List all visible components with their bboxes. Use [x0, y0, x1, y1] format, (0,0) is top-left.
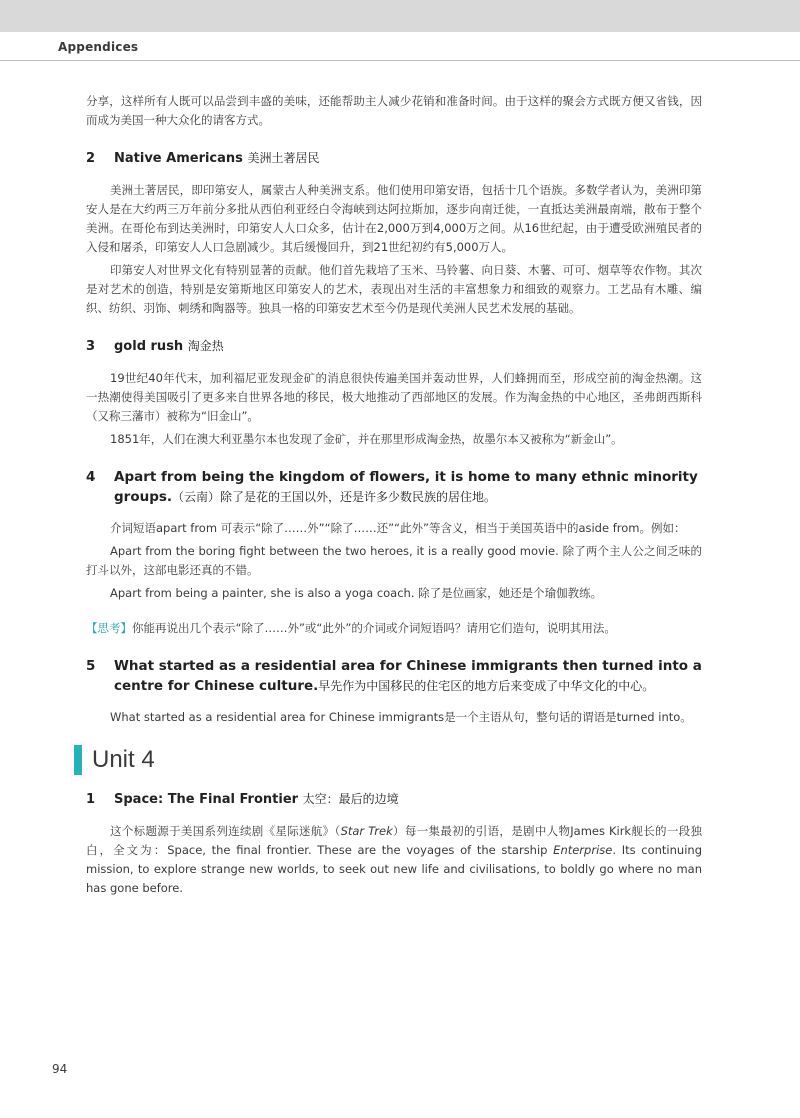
paragraph: 介词短语apart from 可表示“除了……外”“除了……还”“此外”等含义，相当于美国英语中的aside from。例如：: [110, 521, 686, 535]
paragraph: 印第安人对世界文化有特别显著的贡献。他们首先栽培了玉米、马铃薯、向日葵、木薯、可可、烟草等农作物。其次是对艺术的创造，特别是安第斯地区印第安人的艺术，表现出对生活的丰富想象力和细致的观察力。工艺品有木雕、编织、纺织、羽饰、刺绣和陶器等。独具一格的印第安艺术至今仍是现代美洲人民艺术发展的基础。: [86, 263, 702, 315]
header-band: [0, 0, 800, 32]
section-heading-5: [86, 656, 702, 696]
example-sentence: Apart from being a painter, she is also a yoga coach. 除了是位画家，她还是个瑜伽教练。: [110, 586, 603, 600]
section-heading-2: [86, 148, 702, 169]
paragraph: 1851年，人们在澳大利亚墨尔本也发现了金矿，并在那里形成淘金热，故墨尔本又被称为“新金山”。: [110, 432, 623, 446]
section-title-en: Native Americans: [114, 151, 243, 166]
section-number: 5: [86, 658, 96, 674]
think-text: 你能再说出几个表示“除了……外”或“此外”的介词或介词短语吗？请用它们造句，说明其用法。: [132, 621, 616, 635]
section-title-zh: 早先作为中国移民的住宅区的地方后来变成了中华文化的中心。: [318, 679, 655, 693]
section-title-en: gold rush: [114, 339, 184, 354]
running-header: Appendices: [58, 40, 139, 54]
paragraph: 美洲土著居民，即印第安人，属蒙古人种美洲支系。他们使用印第安语，包括十几个语族。多数学者认为，美洲印第安人是在大约两三万年前分多批从西伯利亚经白令海峡到达阿拉斯加，逐步向南迁徙，一直抵达美洲最南端，散布于整个美洲。在哥伦布到达美洲时，印第安人人口众多，估计在2,000万到4,000万之间。从16世纪起，由于遭受欧洲殖民者的入侵和屠杀，印第安人人口急剧减少。其后缓慢回升，到21世纪初约有5,000万人。: [86, 183, 702, 254]
paragraph: What started as a residential area for Chinese immigrants是一个主语从句，整句话的谓语是turned into。: [110, 710, 692, 724]
think-box: [86, 619, 702, 638]
unit-accent-bar: [74, 745, 82, 775]
section-number: 3: [86, 339, 96, 354]
unit-title: Unit 4: [92, 746, 155, 773]
unit-heading: [74, 745, 702, 775]
example-sentence: Apart from the boring fight between the two heroes, it is a really good movie. 除了两个主人公之间乏味的打斗以外，这部电影还真的不错。: [86, 544, 702, 577]
section-title-zh: （云南）除了是花的王国以外，还是许多少数民族的居住地。: [172, 490, 497, 504]
paragraph: 这个标题源于美国系列连续剧《星际迷航》（Star Trek）每一集最初的引语，是剧中人物James Kirk舰长的一段独白，全文为：Space, the final frontier. These are the voyages of the starship Enterprise. Its continuing mission, to explore strange new worlds, to seek out new life and civilisations, to boldly go where no man has gone before.: [86, 824, 702, 895]
think-tag: 【思考】: [86, 621, 132, 635]
section-title-zh: 美洲土著居民: [247, 151, 320, 165]
intro-paragraph: 分享，这样所有人既可以品尝到丰盛的美味，还能帮助主人减少花销和准备时间。由于这样的聚会方式既方便又省钱，因而成为美国一种大众化的请客方式。: [86, 94, 702, 127]
page-number: 94: [52, 1062, 68, 1076]
section-heading-4: [86, 467, 702, 507]
section-title-zh: 淘金热: [187, 339, 224, 353]
section-number: 1: [86, 792, 96, 807]
section-number: 4: [86, 469, 96, 485]
header-rule: [0, 60, 800, 61]
section-title-en: Apart from being the kingdom of flowers, it is home to many ethnic minority groups.: [114, 469, 698, 505]
page-content: [86, 92, 702, 902]
section-heading-unit4-1: [86, 789, 702, 810]
section-number: 2: [86, 151, 96, 166]
paragraph: 19世纪40年代末，加利福尼亚发现金矿的消息很快传遍美国并轰动世界，人们蜂拥而至，形成空前的淘金热潮。这一热潮使得美国吸引了更多来自世界各地的移民，极大地推动了西部地区的发展。作为淘金热的中心地区，圣弗朗西斯科（又称三藩市）被称为“旧金山”。: [86, 371, 702, 423]
section-heading-3: [86, 336, 702, 357]
section-title-en: What started as a residential area for Chinese immigrants then turned into a centre for Chinese culture.: [114, 658, 702, 694]
section-title-zh: 太空：最后的边境: [302, 792, 399, 806]
section-title-en: Space: The Final Frontier: [114, 792, 299, 807]
